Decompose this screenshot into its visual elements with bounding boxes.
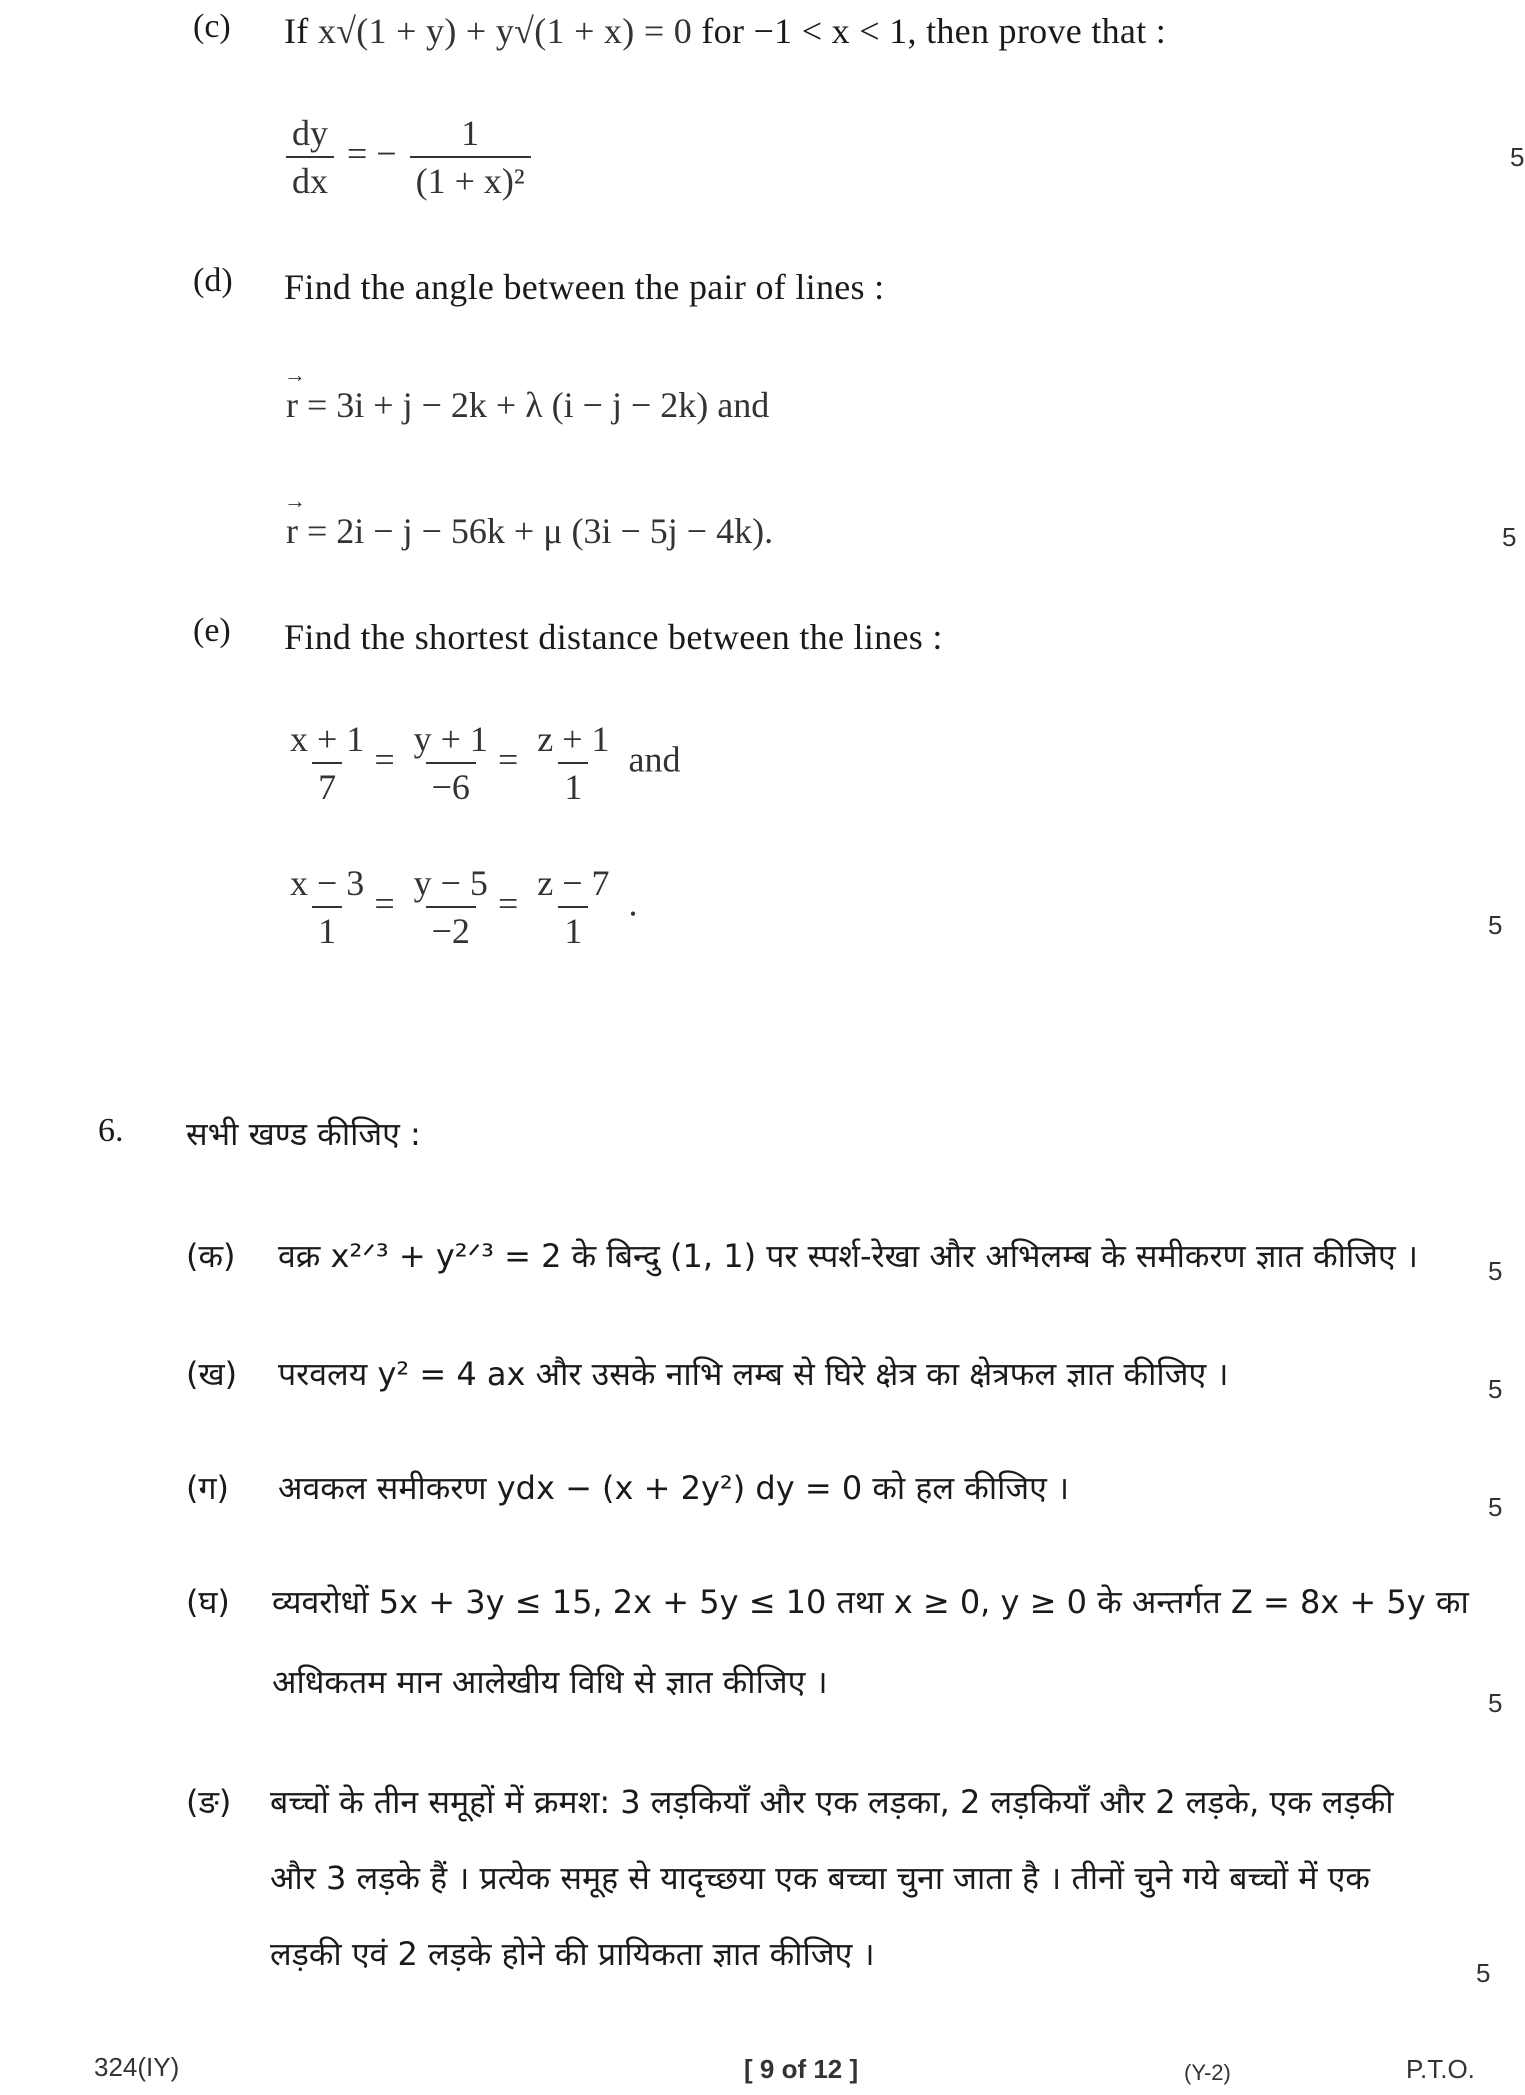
part-c-statement — [284, 10, 1166, 52]
part-ga-marks: 5 — [1488, 1492, 1503, 1522]
part-ka-text: वक्र x²ᐟ³ + y²ᐟ³ = 2 के बिन्दु (1, 1) पर स्पर्श-रेखा और अभिलम्ब के समीकरण ज्ञात कीजिए । — [278, 1237, 1418, 1275]
footer-pto: P.T.O. — [1406, 2054, 1475, 2084]
part-d-label: (d) — [193, 262, 233, 299]
part-c-condition: for −1 < x < 1, then prove that : — [701, 11, 1167, 51]
part-nga-label: (ङ) — [186, 1783, 232, 1821]
part-d-marks: 5 — [1502, 522, 1517, 552]
part-c-if: If — [284, 11, 309, 51]
part-gha-line2: अधिकतम मान आलेखीय विधि से ज्ञात कीजिए । — [272, 1663, 828, 1701]
part-nga-line3: लड़की एवं 2 लड़के होने की प्रायिकता ज्ञात कीजिए । — [270, 1935, 875, 1973]
part-d-statement: Find the angle between the pair of lines : — [284, 267, 885, 307]
part-gha-line1: व्यवरोधों 5x + 3y ≤ 15, 2x + 5y ≤ 10 तथा x ≥ 0, y ≥ 0 के अन्तर्गत Z = 8x + 5y का — [272, 1583, 1469, 1621]
part-c-equation: x√(1 + y) + y√(1 + x) = 0 — [317, 11, 693, 51]
part-kha-marks: 5 — [1488, 1374, 1503, 1404]
part-d-line2: → r = 2i − j − 56k + μ (3i − 5j − 4k). — [286, 510, 773, 552]
part-e-line1: $\frac{x + 1}{7}$ = $\frac{y + 1}{-6}$ = $\frac{z + 1}{1}$ and — [290, 719, 681, 807]
part-ka-marks: 5 — [1488, 1256, 1503, 1286]
part-c-label: (c) — [193, 8, 231, 45]
part-e-marks: 5 — [1488, 910, 1503, 940]
part-d-line1: → r = 3i + j − 2k + λ (i − j − 2k) and — [286, 384, 769, 426]
part-gha-marks: 5 — [1488, 1688, 1503, 1718]
part-nga-line2: और 3 लड़के हैं । प्रत्येक समूह से यादृच्छया एक बच्चा चुना जाता है । तीनों चुने गये बच्चों में एक — [270, 1859, 1370, 1897]
footer-paper-code: 324(IY) — [94, 2052, 180, 2082]
part-ga-label: (ग) — [186, 1469, 229, 1507]
part-kha-label: (ख) — [186, 1355, 238, 1393]
question-6-number: 6. — [98, 1112, 124, 1149]
part-e-statement: Find the shortest distance between the lines : — [284, 617, 943, 657]
part-e-line2: $\frac{x - 3}{1}$ = $\frac{y - 5}{-2}$ = $\frac{z - 7}{1}$ . — [290, 863, 638, 951]
footer-page-number: [ 9 of 12 ] — [744, 2054, 859, 2084]
part-kha-text: परवलय y² = 4 ax और उसके नाभि लम्ब से घिरे क्षेत्र का क्षेत्रफल ज्ञात कीजिए । — [278, 1355, 1229, 1393]
part-ga-text: अवकल समीकरण ydx − (x + 2y²) dy = 0 को हल कीजिए । — [278, 1469, 1070, 1507]
part-e-label: (e) — [193, 612, 231, 649]
part-c-result: $\frac{dy}{dx}$ = − $\frac{1}{\text{(1 + x)²}}$ — [282, 112, 535, 202]
part-nga-line1: बच्चों के तीन समूहों में क्रमश: 3 लड़कियाँ और एक लड़का, 2 लड़कियाँ और 2 लड़के, एक लड़की — [270, 1783, 1394, 1821]
part-c-marks: 5 — [1510, 142, 1525, 172]
part-nga-marks: 5 — [1476, 1958, 1491, 1988]
footer-set-code: (Y-2) — [1184, 2060, 1231, 2085]
question-6-heading: सभी खण्ड कीजिए : — [186, 1115, 421, 1153]
part-gha-label: (घ) — [186, 1583, 230, 1621]
part-ka-label: (क) — [186, 1237, 236, 1275]
